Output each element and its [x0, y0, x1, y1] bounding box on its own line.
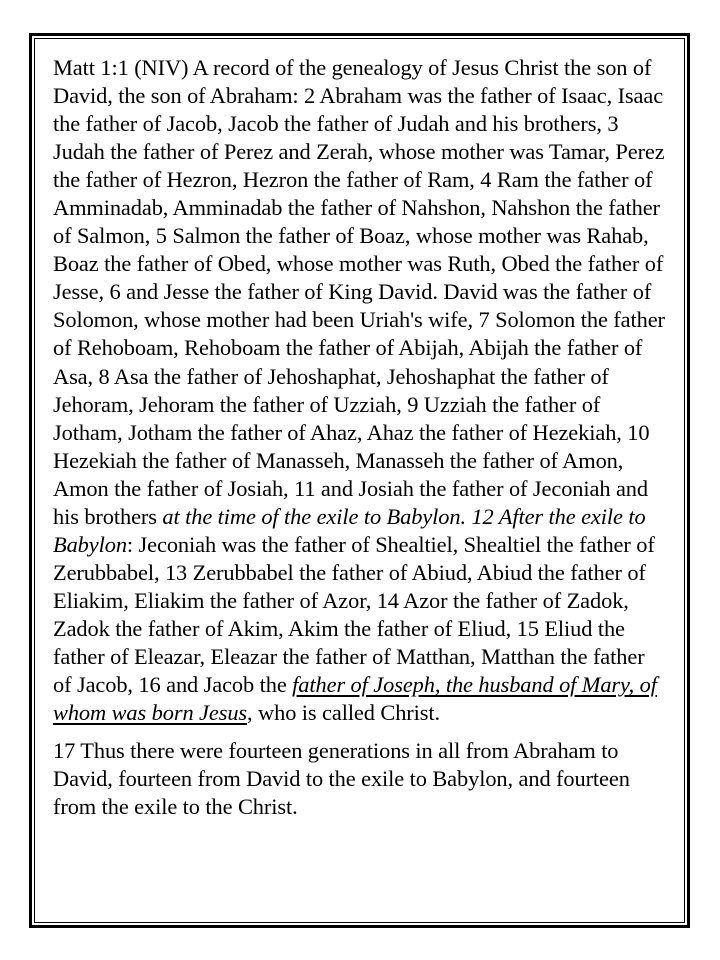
- italic-exile-phrase: at the time of the exile to Babylon. 12 After the exile to Babylon: [53, 503, 646, 557]
- paragraph-text-start: Matt 1:1 (NIV) A record of the genealogy of Jesus Christ the son of David, the son of Abraham: 2 Abraham was the father of Isaac, Isaac the father of Jacob, Jacob the father of Judah and his brothers, 3 Judah the father of Perez and Zerah, whose mother was Tamar, Perez the father of Hezron, Hezron the father of Ram, 4 Ram the father of Amminadab, Amminadab the father of Nahshon, Nahshon the father of Salmon, 5 Salmon the father of Boaz, whose mother was Rahab, Boaz the father of Obed, whose mother was Ruth, Obed the father of Jesse, 6 and Jesse the father of King David. David was the father of Solomon, whose mother had been Uriah's wife, 7 Solomon the father of Rehoboam, Rehoboam the father of Abijah, Abijah the father of Asa, 8 Asa the father of Jehoshaphat, Jehoshaphat the father of Jehoram, Jehoram the father of Uzziah, 9 Uzziah the father of Jotham, Jotham the father of Ahaz, Ahaz the father of Hezekiah, 10 Hezekiah the father of Manasseh, Manasseh the father of Amon, Amon the father of Josiah, 11 and Josiah the father of Jeconiah and his brothers: [53, 55, 665, 529]
- fourteen-generations-paragraph: 17 Thus there were fourteen generations in all from Abraham to David, fourteen from David to the exile to Babylon, and fourteen from the exile to the Christ.: [53, 738, 630, 820]
- paragraph-text-end: , who is called Christ.: [247, 700, 441, 726]
- genealogy-paragraph: [53, 54, 666, 727]
- inner-border-frame: [34, 38, 685, 923]
- paragraph-text-middle: : Jeconiah was the father of Shealtiel, Shealtiel the father of Zerubbabel, 13 Zerubbabel the father of Abiud, Abiud the father of Eliakim, Eliakim the father of Azor, 14 Azor the father of Zadok, Zadok the father of Akim, Akim the father of Eliud, 15 Eliud the father of Eleazar, Eleazar the father of Matthan, Matthan the father of Jacob, 16 and Jacob the: [53, 531, 655, 698]
- outer-border-frame: [29, 33, 690, 928]
- underlined-joseph-phrase: father of Joseph, the husband of Mary, of whom was born Jesus: [53, 672, 657, 726]
